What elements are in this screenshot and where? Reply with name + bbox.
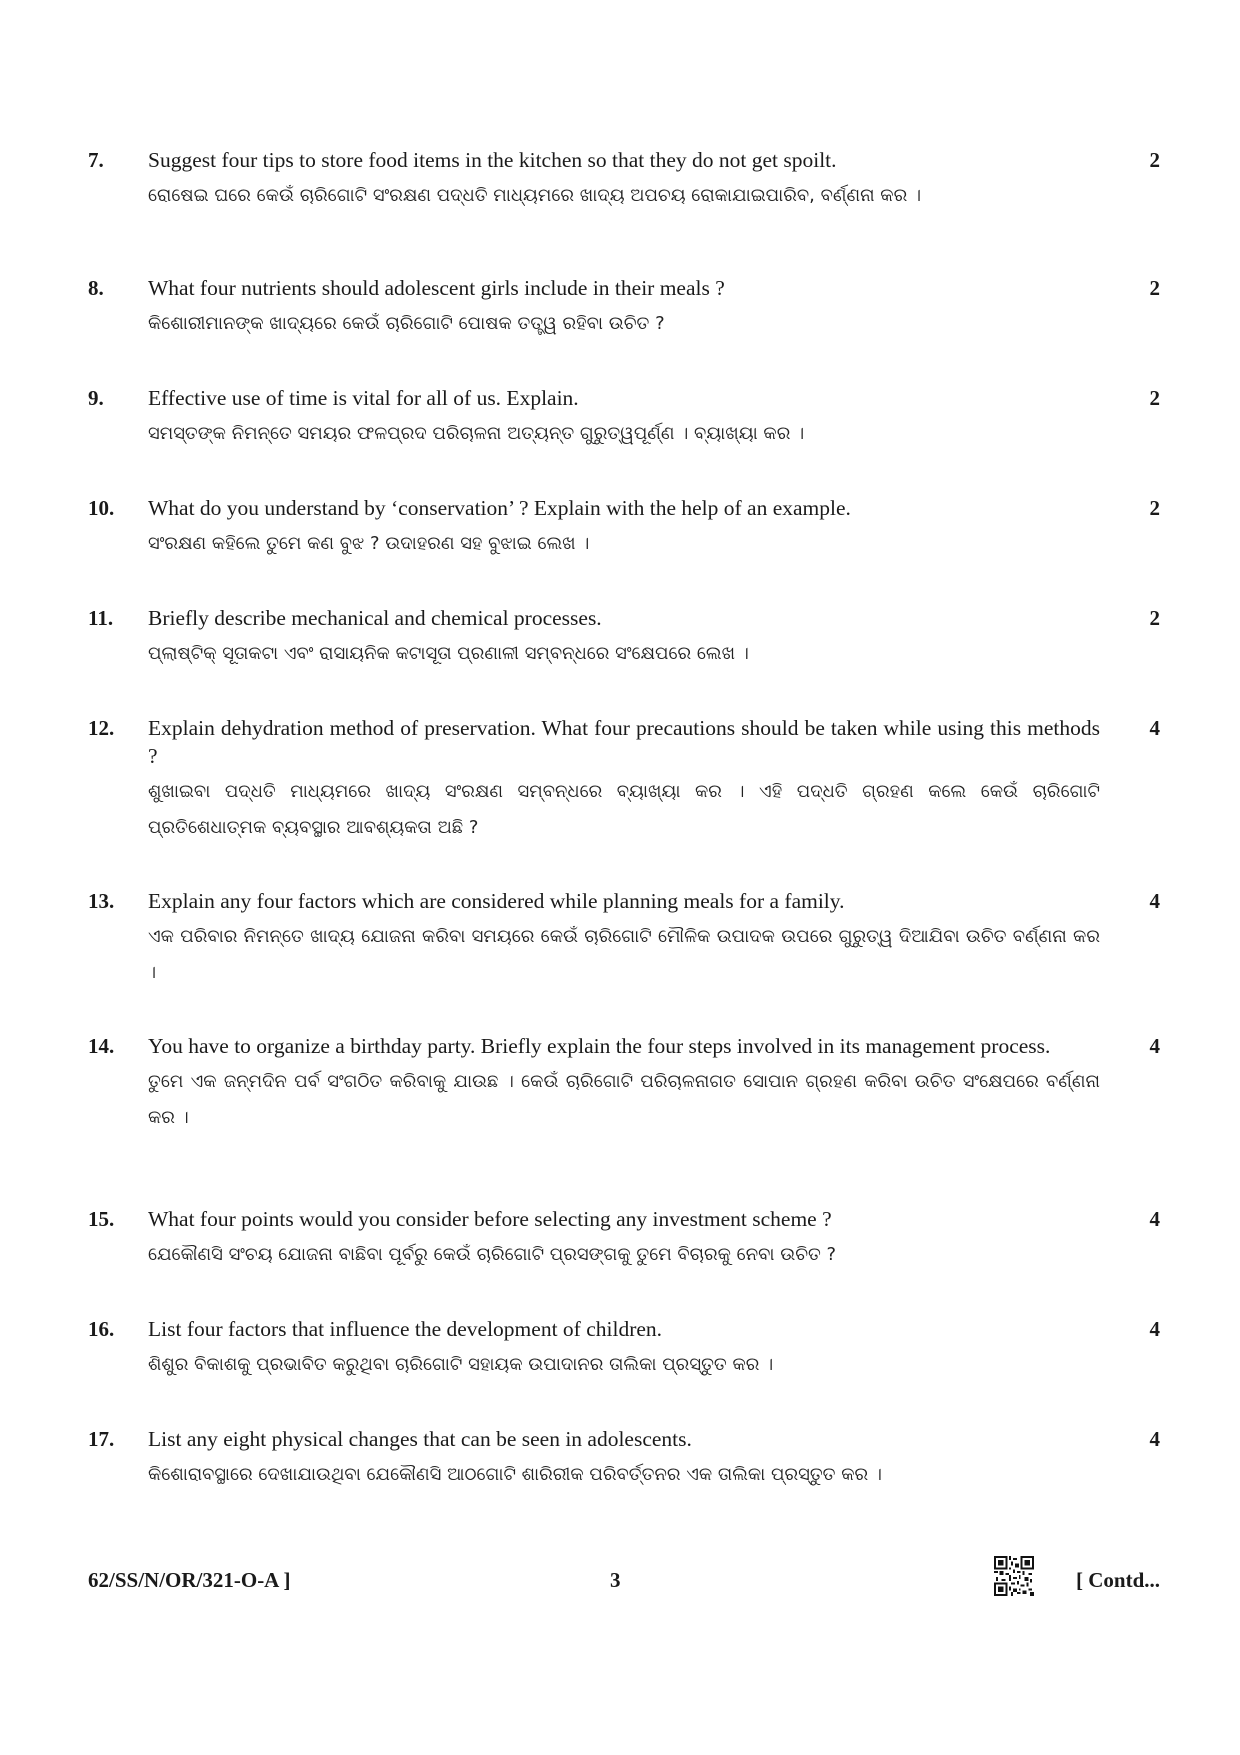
question-marks: 2 [1149, 276, 1160, 300]
question-text-english: List any eight physical changes that can be seen in adolescents. [148, 1427, 692, 1451]
question-marks: 4 [1149, 1427, 1160, 1451]
question-number: 10. [88, 496, 115, 520]
question-text-odia: ଯେକୌଣସି ସଂଚୟ ଯୋଜନା ବାଛିବା ପୂର୍ବରୁ କେଉଁ ଚାରିଗୋଟି ପ୍ରସଙ୍ଗକୁ ତୁମେ ବିଚାରକୁ ନେବା ଉଚିତ ? [148, 1244, 837, 1265]
question-text-odia: ସଂରକ୍ଷଣ କହିଲେ ତୁମେ କଣ ବୁଝ ? ଉଦାହରଣ ସହ ବୁଝାଇ ଲେଖ । [148, 533, 590, 554]
question-marks: 4 [1149, 716, 1160, 740]
question-number: 9. [88, 386, 104, 410]
question-marks: 2 [1149, 148, 1160, 172]
question-7 [88, 146, 1160, 214]
question-number: 13. [88, 889, 115, 913]
question-13 [88, 887, 1160, 991]
question-text-english: Suggest four tips to store food items in the kitchen so that they do not get spoilt. [148, 148, 837, 172]
question-text-odia: ତୁମେ ଏକ ଜନ୍ମଦିନ ପର୍ବ ସଂଗଠିତ କରିବାକୁ ଯାଉଛ । କେଉଁ ଚାରିଗୋଟି ପରିଚାଳନାଗତ ସୋପାନ ଗ୍ରହଣ କରିବା ଉଚିତ ସଂକ୍ଷେପରେ ବର୍ଣ୍ଣନା କର । [148, 1071, 1100, 1128]
question-number: 16. [88, 1317, 115, 1341]
question-marks: 2 [1149, 606, 1160, 630]
question-9 [88, 384, 1160, 452]
question-text-english: What four points would you consider before selecting any investment scheme ? [148, 1207, 832, 1231]
continued-label: [ Contd... [1075, 1568, 1160, 1592]
question-14 [88, 1032, 1160, 1136]
question-marks: 4 [1149, 1207, 1160, 1231]
question-text-english: Briefly describe mechanical and chemical processes. [148, 606, 602, 630]
question-marks: 4 [1149, 1317, 1160, 1341]
question-11 [88, 604, 1160, 672]
question-number: 12. [88, 716, 115, 740]
paper-code: 62/SS/N/OR/321-O-A ] [88, 1568, 291, 1592]
question-number: 15. [88, 1207, 115, 1231]
question-number: 11. [88, 606, 114, 630]
question-text-english: What four nutrients should adolescent girls include in their meals ? [148, 276, 725, 300]
question-number: 8. [88, 276, 104, 300]
question-text-odia: ଶିଶୁର ବିକାଶକୁ ପ୍ରଭାବିତ କରୁଥିବା ଚାରିଗୋଟି ସହାୟକ ଉପାଦାନର ତାଲିକା ପ୍ରସ୍ତୁତ କର । [148, 1354, 774, 1375]
page-footer [88, 1568, 1160, 1608]
qr-code-icon [994, 1556, 1034, 1596]
question-16 [88, 1315, 1160, 1383]
question-text-odia: ପ୍ଲାଷ୍ଟିକ୍ ସୂତାକଟା ଏବଂ ରାସାୟନିକ କଟାସୂତା ପ୍ରଣାଳୀ ସମ୍ବନ୍ଧରେ ସଂକ୍ଷେପରେ ଲେଖ । [148, 643, 749, 664]
question-text-odia: ସମସ୍ତଙ୍କ ନିମନ୍ତେ ସମୟର ଫଳପ୍ରଦ ପରିଚାଳନା ଅତ୍ୟନ୍ତ ଗୁରୁତ୍ୱପୂର୍ଣ୍ଣ । ବ୍ୟାଖ୍ୟା କର । [148, 423, 805, 444]
question-text-english: You have to organize a birthday party. Briefly explain the four steps involved in its management process. [148, 1034, 1051, 1058]
question-number: 17. [88, 1427, 115, 1451]
question-marks: 4 [1149, 1034, 1160, 1058]
question-text-odia: ରୋଷେଇ ଘରେ କେଉଁ ଚାରିଗୋଟି ସଂରକ୍ଷଣ ପଦ୍ଧତି ମାଧ୍ୟମରେ ଖାଦ୍ୟ ଅପଚୟ ରୋକାଯାଇପାରିବ, ବର୍ଣ୍ଣନା କର । [148, 185, 922, 206]
question-10 [88, 494, 1160, 562]
question-text-english: Explain any four factors which are considered while planning meals for a family. [148, 889, 845, 913]
question-text-odia: କିଶୋରାବସ୍ଥାରେ ଦେଖାଯାଉଥିବା ଯେକୌଣସି ଆଠଗୋଟି ଶାରିରୀକ ପରିବର୍ତ୍ତନର ଏକ ତାଲିକା ପ୍ରସ୍ତୁତ କର । [148, 1464, 882, 1485]
question-15 [88, 1205, 1160, 1273]
question-12 [88, 714, 1160, 846]
question-text-english: Explain dehydration method of preservation. What four precautions should be taken while using this methods ? [148, 716, 1100, 768]
question-17 [88, 1425, 1160, 1493]
question-text-odia: ଏକ ପରିବାର ନିମନ୍ତେ ଖାଦ୍ୟ ଯୋଜନା କରିବା ସମୟରେ କେଉଁ ଚାରିଗୋଟି ମୌଳିକ ଉପାଦକ ଉପରେ ଗୁରୁତ୍ୱ ଦିଆଯିବା ଉଚିତ ବର୍ଣ୍ଣନା କର । [148, 926, 1100, 983]
question-8 [88, 274, 1160, 342]
question-number: 7. [88, 148, 104, 172]
question-text-english: List four factors that influence the development of children. [148, 1317, 663, 1341]
question-text-english: Effective use of time is vital for all of us. Explain. [148, 386, 579, 410]
question-marks: 2 [1149, 386, 1160, 410]
question-text-odia: କିଶୋରୀମାନଙ୍କ ଖାଦ୍ୟରେ କେଉଁ ଚାରିଗୋଟି ପୋଷକ ତତ୍ତ୍ୱ ରହିବା ଉଚିତ ? [148, 313, 665, 334]
question-text-odia: ଶୁଖାଇବା ପଦ୍ଧତି ମାଧ୍ୟମରେ ଖାଦ୍ୟ ସଂରକ୍ଷଣ ସମ୍ବନ୍ଧରେ ବ୍ୟାଖ୍ୟା କର । ଏହି ପଦ୍ଧତି ଗ୍ରହଣ କଲେ କେଉଁ ଚାରିଗୋଟି ପ୍ରତିଶେଧାତ୍ମକ ବ୍ୟବସ୍ଥାର ଆବଶ୍ୟକତା ଅଛି ? [148, 781, 1100, 838]
question-marks: 4 [1149, 889, 1160, 913]
question-marks: 2 [1149, 496, 1160, 520]
question-text-english: What do you understand by ‘conservation’ ? Explain with the help of an example. [148, 496, 851, 520]
page-number: 3 [610, 1568, 621, 1592]
question-number: 14. [88, 1034, 115, 1058]
